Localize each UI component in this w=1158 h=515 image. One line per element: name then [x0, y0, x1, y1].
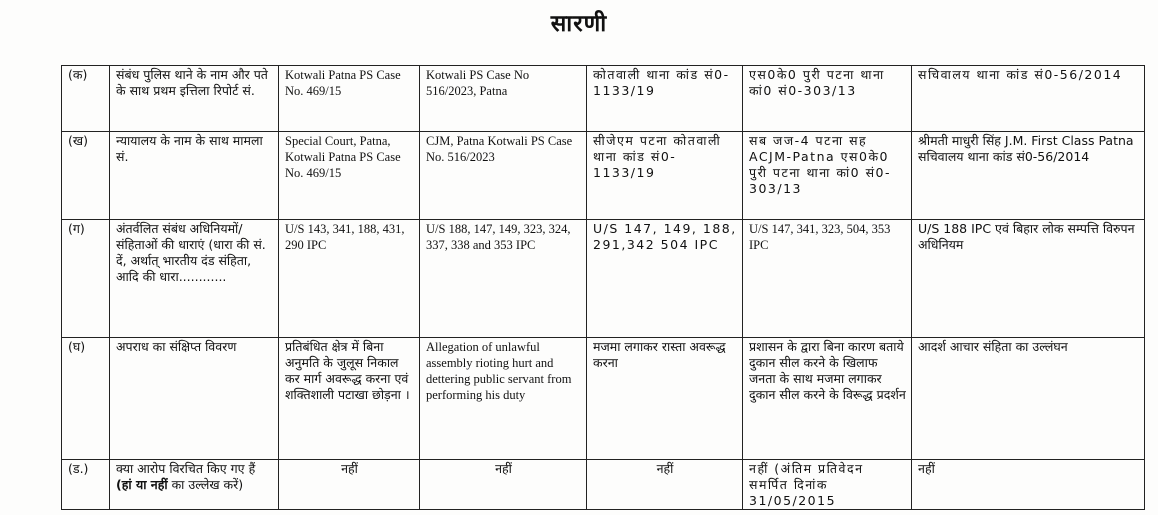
table-cell: कोतवाली थाना कांड सं0-1133/19 [587, 66, 743, 132]
table-cell: नहीं [279, 460, 420, 510]
case-details-table [61, 65, 1145, 510]
row-serial: (क) [62, 66, 110, 132]
table-row [62, 460, 1145, 510]
row-serial: (ड.) [62, 460, 110, 510]
label-text: का उल्लेख करें) [167, 477, 244, 492]
table-row [62, 66, 1145, 132]
table-cell: U/S 188, 147, 149, 323, 324, 337, 338 and 353 IPC [420, 220, 587, 338]
table-cell: नहीं (अंतिम प्रतिवेदन समर्पित दिनांक 31/05/2015 [743, 460, 912, 510]
table-cell: सचिवालय थाना कांड सं0-56/2014 [912, 66, 1145, 132]
table-cell: Kotwali PS Case No 516/2023, Patna [420, 66, 587, 132]
table-cell: एस0के0 पुरी पटना थाना कां0 सं0-303/13 [743, 66, 912, 132]
table-cell: Special Court, Patna, Kotwali Patna PS Case No. 469/15 [279, 132, 420, 220]
table-cell: U/S 147, 149, 188, 291,342 504 IPC [587, 220, 743, 338]
table-cell: U/S 188 IPC एवं बिहार लोक सम्पत्ति विरुपन अधिनियम [912, 220, 1145, 338]
table-cell: सब जज-4 पटना सह ACJM-Patna एस0के0 पुरी पटना थाना कां0 सं0-303/13 [743, 132, 912, 220]
row-serial: (ग) [62, 220, 110, 338]
table-cell: आदर्श आचार संहिता का उल्लंघन [912, 338, 1145, 460]
row-serial: (घ) [62, 338, 110, 460]
table-cell: प्रतिबंधित क्षेत्र में बिना अनुमति के जुलूस निकाल कर मार्ग अवरूद्ध करना एवं शक्तिशाली पटाखा छोड़ना । [279, 338, 420, 460]
label-bold-text: (हां या नहीं [116, 477, 168, 492]
table-cell: श्रीमती माधुरी सिंह J.M. First Class Patna सचिवालय थाना कांड सं0-56/2014 [912, 132, 1145, 220]
table-cell: नहीं [587, 460, 743, 510]
row-label: अंतर्वलित संबंध अधिनियमों/ संहिताओं की धाराएं (धारा की सं. दें, अर्थात् भारतीय दंड संहिता, आदि की धारा............ [110, 220, 279, 338]
table-cell: प्रशासन के द्वारा बिना कारण बताये दुकान सील करने के खिलाफ जनता के साथ मजमा लगाकर दुकान सील करने के विरूद्ध प्रदर्शन [743, 338, 912, 460]
table-cell: U/S 147, 341, 323, 504, 353 IPC [743, 220, 912, 338]
table-cell: Allegation of unlawful assembly rioting hurt and dettering public servant from performing his duty [420, 338, 587, 460]
table-cell: Kotwali Patna PS Case No. 469/15 [279, 66, 420, 132]
table-cell: नहीं [912, 460, 1145, 510]
row-label [110, 460, 279, 510]
label-text: क्या आरोप विरचित किए गए हैं [116, 461, 256, 476]
table-cell: CJM, Patna Kotwali PS Case No. 516/2023 [420, 132, 587, 220]
row-serial: (ख) [62, 132, 110, 220]
table-row [62, 338, 1145, 460]
row-label: संबंध पुलिस थाने के नाम और पते के साथ प्रथम इत्तिला रिपोर्ट सं. [110, 66, 279, 132]
table-cell: U/S 143, 341, 188, 431, 290 IPC [279, 220, 420, 338]
table-cell: नहीं [420, 460, 587, 510]
row-label: न्यायालय के नाम के साथ मामला सं. [110, 132, 279, 220]
table-cell: मजमा लगाकर रास्ता अवरूद्ध करना [587, 338, 743, 460]
table-row [62, 220, 1145, 338]
table-cell: सीजेएम पटना कोतवाली थाना कांड सं0-1133/19 [587, 132, 743, 220]
table-row [62, 132, 1145, 220]
page-title: सारणी [550, 11, 608, 37]
row-label: अपराध का संक्षिप्त विवरण [110, 338, 279, 460]
